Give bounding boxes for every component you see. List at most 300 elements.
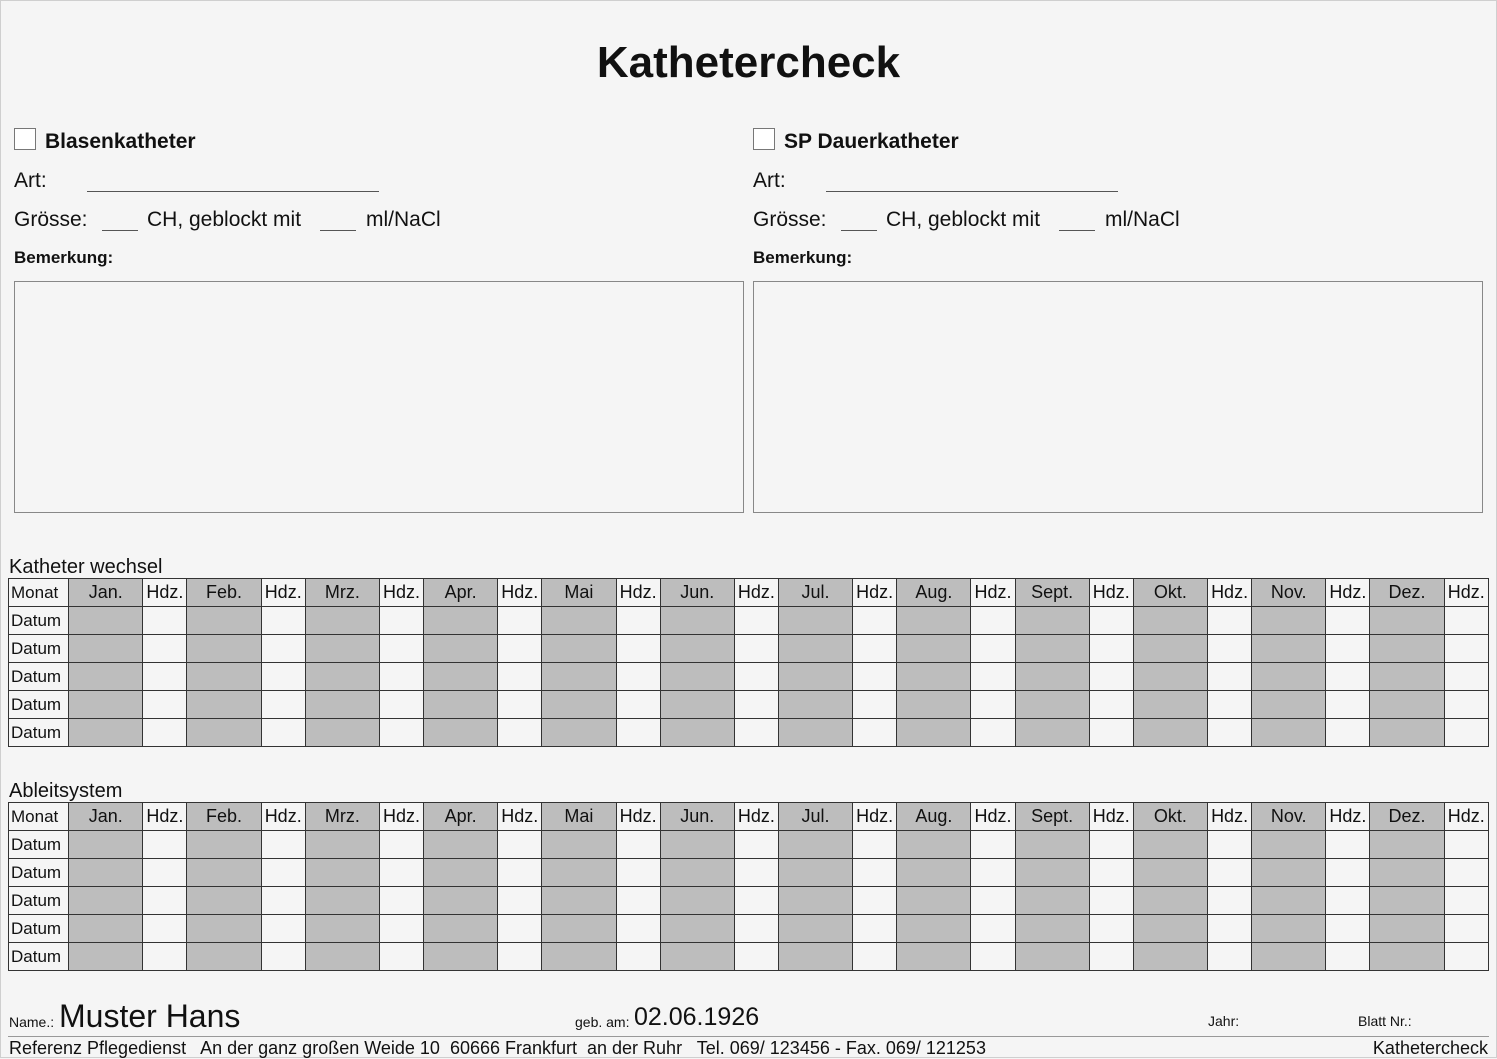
signature-entry-cell[interactable] (498, 635, 542, 663)
month-header-cell: Sept. (1015, 803, 1089, 831)
signature-entry-cell[interactable] (971, 859, 1015, 887)
signature-entry-cell[interactable] (143, 691, 187, 719)
date-entry-cell[interactable] (778, 915, 852, 943)
groesse-label: Grösse: (753, 208, 827, 231)
date-entry-cell[interactable] (542, 859, 616, 887)
signature-entry-cell[interactable] (1208, 663, 1252, 691)
date-entry-cell[interactable] (1015, 831, 1089, 859)
bemerkung-box[interactable] (753, 281, 1483, 513)
signature-entry-cell[interactable] (734, 831, 778, 859)
signature-entry-cell[interactable] (261, 915, 305, 943)
name-value[interactable]: Muster Hans (59, 998, 241, 1034)
signature-entry-cell[interactable] (1089, 663, 1133, 691)
signature-entry-cell[interactable] (734, 663, 778, 691)
signature-entry-cell[interactable] (498, 719, 542, 747)
signature-entry-cell[interactable] (143, 719, 187, 747)
date-entry-cell[interactable] (1370, 943, 1444, 971)
signature-entry-cell[interactable] (853, 663, 897, 691)
date-entry-cell[interactable] (1133, 915, 1207, 943)
date-entry-cell[interactable] (187, 943, 261, 971)
signature-entry-cell[interactable] (1089, 719, 1133, 747)
date-entry-cell[interactable] (187, 663, 261, 691)
date-entry-cell[interactable] (187, 635, 261, 663)
date-entry-cell[interactable] (305, 943, 379, 971)
date-entry-cell[interactable] (1252, 887, 1326, 915)
date-entry-cell[interactable] (778, 635, 852, 663)
datum-row (9, 831, 1489, 859)
date-entry-cell[interactable] (542, 915, 616, 943)
date-entry-cell[interactable] (1370, 663, 1444, 691)
signature-entry-cell[interactable] (971, 663, 1015, 691)
sheet-label: Blatt Nr.: (1358, 1013, 1412, 1029)
date-entry-cell[interactable] (69, 831, 143, 859)
date-entry-cell[interactable] (187, 859, 261, 887)
date-entry-cell[interactable] (69, 663, 143, 691)
signature-entry-cell[interactable] (1089, 943, 1133, 971)
signature-entry-cell[interactable] (853, 607, 897, 635)
signature-entry-cell[interactable] (1208, 915, 1252, 943)
signature-entry-cell[interactable] (1208, 607, 1252, 635)
date-entry-cell[interactable] (69, 691, 143, 719)
signature-entry-cell[interactable] (1444, 635, 1488, 663)
date-entry-cell[interactable] (897, 663, 971, 691)
signature-entry-cell[interactable] (1444, 607, 1488, 635)
signature-entry-cell[interactable] (261, 691, 305, 719)
signature-entry-cell[interactable] (498, 943, 542, 971)
signature-entry-cell[interactable] (616, 663, 660, 691)
signature-entry-cell[interactable] (261, 663, 305, 691)
signature-entry-cell[interactable] (1444, 691, 1488, 719)
signature-entry-cell[interactable] (379, 719, 423, 747)
date-entry-cell[interactable] (897, 915, 971, 943)
date-entry-cell[interactable] (1252, 663, 1326, 691)
signature-entry-cell[interactable] (1444, 719, 1488, 747)
date-entry-cell[interactable] (424, 887, 498, 915)
date-entry-cell[interactable] (1133, 691, 1207, 719)
signature-entry-cell[interactable] (616, 831, 660, 859)
signature-entry-cell[interactable] (616, 943, 660, 971)
date-entry-cell[interactable] (1015, 663, 1089, 691)
signature-entry-cell[interactable] (379, 887, 423, 915)
date-entry-cell[interactable] (424, 691, 498, 719)
signature-entry-cell[interactable] (971, 607, 1015, 635)
date-entry-cell[interactable] (424, 719, 498, 747)
hdz-header-cell: Hdz. (1089, 803, 1133, 831)
signature-entry-cell[interactable] (734, 635, 778, 663)
date-entry-cell[interactable] (897, 943, 971, 971)
date-entry-cell[interactable] (542, 943, 616, 971)
signature-entry-cell[interactable] (1089, 607, 1133, 635)
ableitsystem-title: Ableitsystem (9, 780, 123, 802)
signature-entry-cell[interactable] (143, 607, 187, 635)
signature-entry-cell[interactable] (616, 691, 660, 719)
date-entry-cell[interactable] (1370, 859, 1444, 887)
signature-entry-cell[interactable] (143, 859, 187, 887)
date-entry-cell[interactable] (1133, 663, 1207, 691)
signature-entry-cell[interactable] (1444, 859, 1488, 887)
date-entry-cell[interactable] (1370, 719, 1444, 747)
date-entry-cell[interactable] (1370, 607, 1444, 635)
signature-entry-cell[interactable] (261, 719, 305, 747)
hdz-header-cell: Hdz. (379, 803, 423, 831)
month-header-cell: Sept. (1015, 579, 1089, 607)
date-entry-cell[interactable] (1015, 691, 1089, 719)
month-header-cell: Mai (542, 803, 616, 831)
date-entry-cell[interactable] (187, 915, 261, 943)
signature-entry-cell[interactable] (498, 915, 542, 943)
hdz-header-cell: Hdz. (616, 803, 660, 831)
signature-entry-cell[interactable] (143, 663, 187, 691)
date-entry-cell[interactable] (1015, 887, 1089, 915)
groesse-ch-field[interactable] (102, 230, 138, 231)
document-name: Kathetercheck (1372, 1038, 1488, 1058)
signature-entry-cell[interactable] (1326, 691, 1370, 719)
signature-entry-cell[interactable] (971, 691, 1015, 719)
signature-entry-cell[interactable] (1444, 663, 1488, 691)
signature-entry-cell[interactable] (261, 831, 305, 859)
date-entry-cell[interactable] (1015, 859, 1089, 887)
datum-label: Datum (9, 607, 69, 635)
date-entry-cell[interactable] (542, 831, 616, 859)
date-entry-cell[interactable] (1133, 859, 1207, 887)
signature-entry-cell[interactable] (1444, 943, 1488, 971)
date-entry-cell[interactable] (1133, 887, 1207, 915)
date-entry-cell[interactable] (778, 691, 852, 719)
monat-header: Monat (9, 579, 69, 607)
groesse-ch-field[interactable] (841, 230, 877, 231)
datum-row (9, 887, 1489, 915)
date-entry-cell[interactable] (542, 691, 616, 719)
date-entry-cell[interactable] (660, 943, 734, 971)
signature-entry-cell[interactable] (1326, 663, 1370, 691)
date-entry-cell[interactable] (1015, 943, 1089, 971)
date-entry-cell[interactable] (897, 831, 971, 859)
date-entry-cell[interactable] (778, 943, 852, 971)
date-entry-cell[interactable] (660, 691, 734, 719)
date-entry-cell[interactable] (424, 663, 498, 691)
date-entry-cell[interactable] (1015, 915, 1089, 943)
signature-entry-cell[interactable] (734, 691, 778, 719)
date-entry-cell[interactable] (1252, 691, 1326, 719)
patient-info-row (0, 998, 1497, 1034)
date-entry-cell[interactable] (778, 859, 852, 887)
signature-entry-cell[interactable] (1208, 691, 1252, 719)
date-entry-cell[interactable] (778, 831, 852, 859)
month-header-cell: Apr. (424, 803, 498, 831)
date-entry-cell[interactable] (69, 719, 143, 747)
date-entry-cell[interactable] (424, 943, 498, 971)
signature-entry-cell[interactable] (1326, 915, 1370, 943)
date-entry-cell[interactable] (1133, 831, 1207, 859)
signature-entry-cell[interactable] (1089, 691, 1133, 719)
date-entry-cell[interactable] (1133, 719, 1207, 747)
signature-entry-cell[interactable] (971, 719, 1015, 747)
date-entry-cell[interactable] (1252, 607, 1326, 635)
signature-entry-cell[interactable] (734, 859, 778, 887)
date-entry-cell[interactable] (1370, 831, 1444, 859)
date-entry-cell[interactable] (187, 887, 261, 915)
date-entry-cell[interactable] (305, 719, 379, 747)
signature-entry-cell[interactable] (734, 915, 778, 943)
date-entry-cell[interactable] (1370, 887, 1444, 915)
month-header-cell: Okt. (1133, 803, 1207, 831)
signature-entry-cell[interactable] (379, 859, 423, 887)
date-entry-cell[interactable] (778, 607, 852, 635)
signature-entry-cell[interactable] (1208, 831, 1252, 859)
month-header-cell: Mrz. (305, 579, 379, 607)
date-entry-cell[interactable] (69, 607, 143, 635)
date-entry-cell[interactable] (305, 691, 379, 719)
date-entry-cell[interactable] (542, 719, 616, 747)
datum-label: Datum (9, 943, 69, 971)
date-entry-cell[interactable] (1370, 635, 1444, 663)
month-header-cell: Jun. (660, 803, 734, 831)
date-entry-cell[interactable] (424, 831, 498, 859)
date-entry-cell[interactable] (1015, 635, 1089, 663)
signature-entry-cell[interactable] (143, 635, 187, 663)
signature-entry-cell[interactable] (853, 719, 897, 747)
date-entry-cell[interactable] (1252, 915, 1326, 943)
signature-entry-cell[interactable] (616, 859, 660, 887)
signature-entry-cell[interactable] (734, 943, 778, 971)
signature-entry-cell[interactable] (853, 915, 897, 943)
bemerkung-box[interactable] (14, 281, 744, 513)
date-entry-cell[interactable] (897, 607, 971, 635)
date-entry-cell[interactable] (1252, 859, 1326, 887)
signature-entry-cell[interactable] (379, 607, 423, 635)
date-entry-cell[interactable] (1252, 635, 1326, 663)
date-entry-cell[interactable] (542, 663, 616, 691)
signature-entry-cell[interactable] (971, 635, 1015, 663)
signature-entry-cell[interactable] (1326, 887, 1370, 915)
date-entry-cell[interactable] (1133, 943, 1207, 971)
month-header-cell: Nov. (1252, 803, 1326, 831)
signature-entry-cell[interactable] (1089, 859, 1133, 887)
date-entry-cell[interactable] (69, 943, 143, 971)
hdz-header-cell: Hdz. (734, 579, 778, 607)
date-entry-cell[interactable] (542, 607, 616, 635)
datum-row (9, 915, 1489, 943)
datum-label: Datum (9, 831, 69, 859)
signature-entry-cell[interactable] (379, 943, 423, 971)
date-entry-cell[interactable] (69, 887, 143, 915)
date-entry-cell[interactable] (1370, 915, 1444, 943)
signature-entry-cell[interactable] (971, 943, 1015, 971)
date-entry-cell[interactable] (897, 719, 971, 747)
date-entry-cell[interactable] (187, 607, 261, 635)
date-entry-cell[interactable] (424, 859, 498, 887)
datum-row (9, 635, 1489, 663)
month-header-cell: Apr. (424, 579, 498, 607)
signature-entry-cell[interactable] (498, 887, 542, 915)
art-field[interactable] (87, 191, 379, 192)
date-entry-cell[interactable] (897, 635, 971, 663)
signature-entry-cell[interactable] (616, 607, 660, 635)
signature-entry-cell[interactable] (1444, 915, 1488, 943)
signature-entry-cell[interactable] (1208, 719, 1252, 747)
signature-entry-cell[interactable] (616, 719, 660, 747)
date-entry-cell[interactable] (778, 719, 852, 747)
signature-entry-cell[interactable] (1444, 887, 1488, 915)
geblockt-ml-field[interactable] (320, 230, 356, 231)
date-entry-cell[interactable] (1252, 831, 1326, 859)
date-entry-cell[interactable] (1252, 719, 1326, 747)
hdz-header-cell: Hdz. (1326, 803, 1370, 831)
signature-entry-cell[interactable] (1326, 635, 1370, 663)
unit-text: ml/NaCl (366, 208, 441, 231)
ch-text: CH, geblockt mit (147, 208, 302, 231)
signature-entry-cell[interactable] (734, 719, 778, 747)
signature-entry-cell[interactable] (971, 831, 1015, 859)
signature-entry-cell[interactable] (616, 915, 660, 943)
year-label: Jahr: (1208, 1013, 1240, 1029)
signature-entry-cell[interactable] (971, 887, 1015, 915)
date-entry-cell[interactable] (897, 691, 971, 719)
hdz-header-cell: Hdz. (143, 803, 187, 831)
date-entry-cell[interactable] (660, 635, 734, 663)
dob-value[interactable]: 02.06.1926 (634, 1003, 760, 1031)
date-entry-cell[interactable] (778, 663, 852, 691)
date-entry-cell[interactable] (660, 607, 734, 635)
geblockt-ml-field[interactable] (1059, 230, 1095, 231)
signature-entry-cell[interactable] (1089, 635, 1133, 663)
signature-entry-cell[interactable] (261, 635, 305, 663)
signature-entry-cell[interactable] (379, 831, 423, 859)
signature-entry-cell[interactable] (498, 691, 542, 719)
hdz-header-cell: Hdz. (261, 579, 305, 607)
signature-entry-cell[interactable] (853, 691, 897, 719)
signature-entry-cell[interactable] (1326, 607, 1370, 635)
signature-entry-cell[interactable] (261, 943, 305, 971)
date-entry-cell[interactable] (1015, 607, 1089, 635)
ch-text: CH, geblockt mit (886, 208, 1041, 231)
date-entry-cell[interactable] (305, 887, 379, 915)
signature-entry-cell[interactable] (853, 831, 897, 859)
signature-entry-cell[interactable] (1208, 635, 1252, 663)
signature-entry-cell[interactable] (379, 663, 423, 691)
date-entry-cell[interactable] (305, 607, 379, 635)
date-entry-cell[interactable] (660, 915, 734, 943)
signature-entry-cell[interactable] (261, 859, 305, 887)
date-entry-cell[interactable] (660, 831, 734, 859)
date-entry-cell[interactable] (1370, 691, 1444, 719)
date-entry-cell[interactable] (897, 887, 971, 915)
date-entry-cell[interactable] (424, 635, 498, 663)
signature-entry-cell[interactable] (498, 831, 542, 859)
signature-entry-cell[interactable] (143, 943, 187, 971)
signature-entry-cell[interactable] (143, 915, 187, 943)
signature-entry-cell[interactable] (379, 691, 423, 719)
signature-entry-cell[interactable] (853, 859, 897, 887)
date-entry-cell[interactable] (424, 607, 498, 635)
date-entry-cell[interactable] (187, 831, 261, 859)
date-entry-cell[interactable] (1252, 943, 1326, 971)
month-header-cell: Feb. (187, 803, 261, 831)
signature-entry-cell[interactable] (734, 607, 778, 635)
signature-entry-cell[interactable] (1326, 831, 1370, 859)
signature-entry-cell[interactable] (734, 887, 778, 915)
datum-row (9, 943, 1489, 971)
signature-entry-cell[interactable] (1326, 943, 1370, 971)
date-entry-cell[interactable] (187, 719, 261, 747)
date-entry-cell[interactable] (660, 719, 734, 747)
blasenkatheter-checkbox[interactable] (14, 128, 36, 150)
signature-entry-cell[interactable] (1326, 859, 1370, 887)
signature-entry-cell[interactable] (143, 887, 187, 915)
signature-entry-cell[interactable] (853, 635, 897, 663)
datum-label: Datum (9, 915, 69, 943)
date-entry-cell[interactable] (660, 859, 734, 887)
sp-dauerkatheter-checkbox[interactable] (753, 128, 775, 150)
datum-label: Datum (9, 859, 69, 887)
signature-entry-cell[interactable] (1208, 943, 1252, 971)
signature-entry-cell[interactable] (379, 915, 423, 943)
signature-entry-cell[interactable] (1444, 831, 1488, 859)
art-field[interactable] (826, 191, 1118, 192)
month-header-row (9, 803, 1489, 831)
datum-row (9, 663, 1489, 691)
signature-entry-cell[interactable] (971, 915, 1015, 943)
date-entry-cell[interactable] (69, 915, 143, 943)
signature-entry-cell[interactable] (379, 635, 423, 663)
signature-entry-cell[interactable] (1089, 831, 1133, 859)
date-entry-cell[interactable] (897, 859, 971, 887)
signature-entry-cell[interactable] (1208, 887, 1252, 915)
date-entry-cell[interactable] (1133, 635, 1207, 663)
signature-entry-cell[interactable] (616, 635, 660, 663)
signature-entry-cell[interactable] (498, 859, 542, 887)
datum-label: Datum (9, 663, 69, 691)
date-entry-cell[interactable] (424, 915, 498, 943)
date-entry-cell[interactable] (660, 663, 734, 691)
hdz-header-cell: Hdz. (1089, 579, 1133, 607)
signature-entry-cell[interactable] (1326, 719, 1370, 747)
signature-entry-cell[interactable] (261, 607, 305, 635)
date-entry-cell[interactable] (1015, 719, 1089, 747)
signature-entry-cell[interactable] (261, 887, 305, 915)
date-entry-cell[interactable] (305, 635, 379, 663)
month-header-cell: Mrz. (305, 803, 379, 831)
signature-entry-cell[interactable] (143, 831, 187, 859)
signature-entry-cell[interactable] (498, 663, 542, 691)
date-entry-cell[interactable] (305, 915, 379, 943)
date-entry-cell[interactable] (305, 859, 379, 887)
hdz-header-cell: Hdz. (1208, 579, 1252, 607)
signature-entry-cell[interactable] (1089, 887, 1133, 915)
groesse-label: Grösse: (14, 208, 88, 231)
date-entry-cell[interactable] (778, 887, 852, 915)
bemerkung-label: Bemerkung: (14, 248, 114, 267)
month-header-cell: Aug. (897, 579, 971, 607)
signature-entry-cell[interactable] (853, 943, 897, 971)
signature-entry-cell[interactable] (616, 887, 660, 915)
date-entry-cell[interactable] (1133, 607, 1207, 635)
date-entry-cell[interactable] (305, 831, 379, 859)
date-entry-cell[interactable] (305, 663, 379, 691)
date-entry-cell[interactable] (69, 859, 143, 887)
signature-entry-cell[interactable] (1208, 859, 1252, 887)
signature-entry-cell[interactable] (853, 887, 897, 915)
date-entry-cell[interactable] (542, 635, 616, 663)
month-header-cell: Dez. (1370, 803, 1444, 831)
signature-entry-cell[interactable] (1089, 915, 1133, 943)
date-entry-cell[interactable] (69, 635, 143, 663)
date-entry-cell[interactable] (542, 887, 616, 915)
date-entry-cell[interactable] (660, 887, 734, 915)
date-entry-cell[interactable] (187, 691, 261, 719)
signature-entry-cell[interactable] (498, 607, 542, 635)
month-header-cell: Jul. (778, 579, 852, 607)
